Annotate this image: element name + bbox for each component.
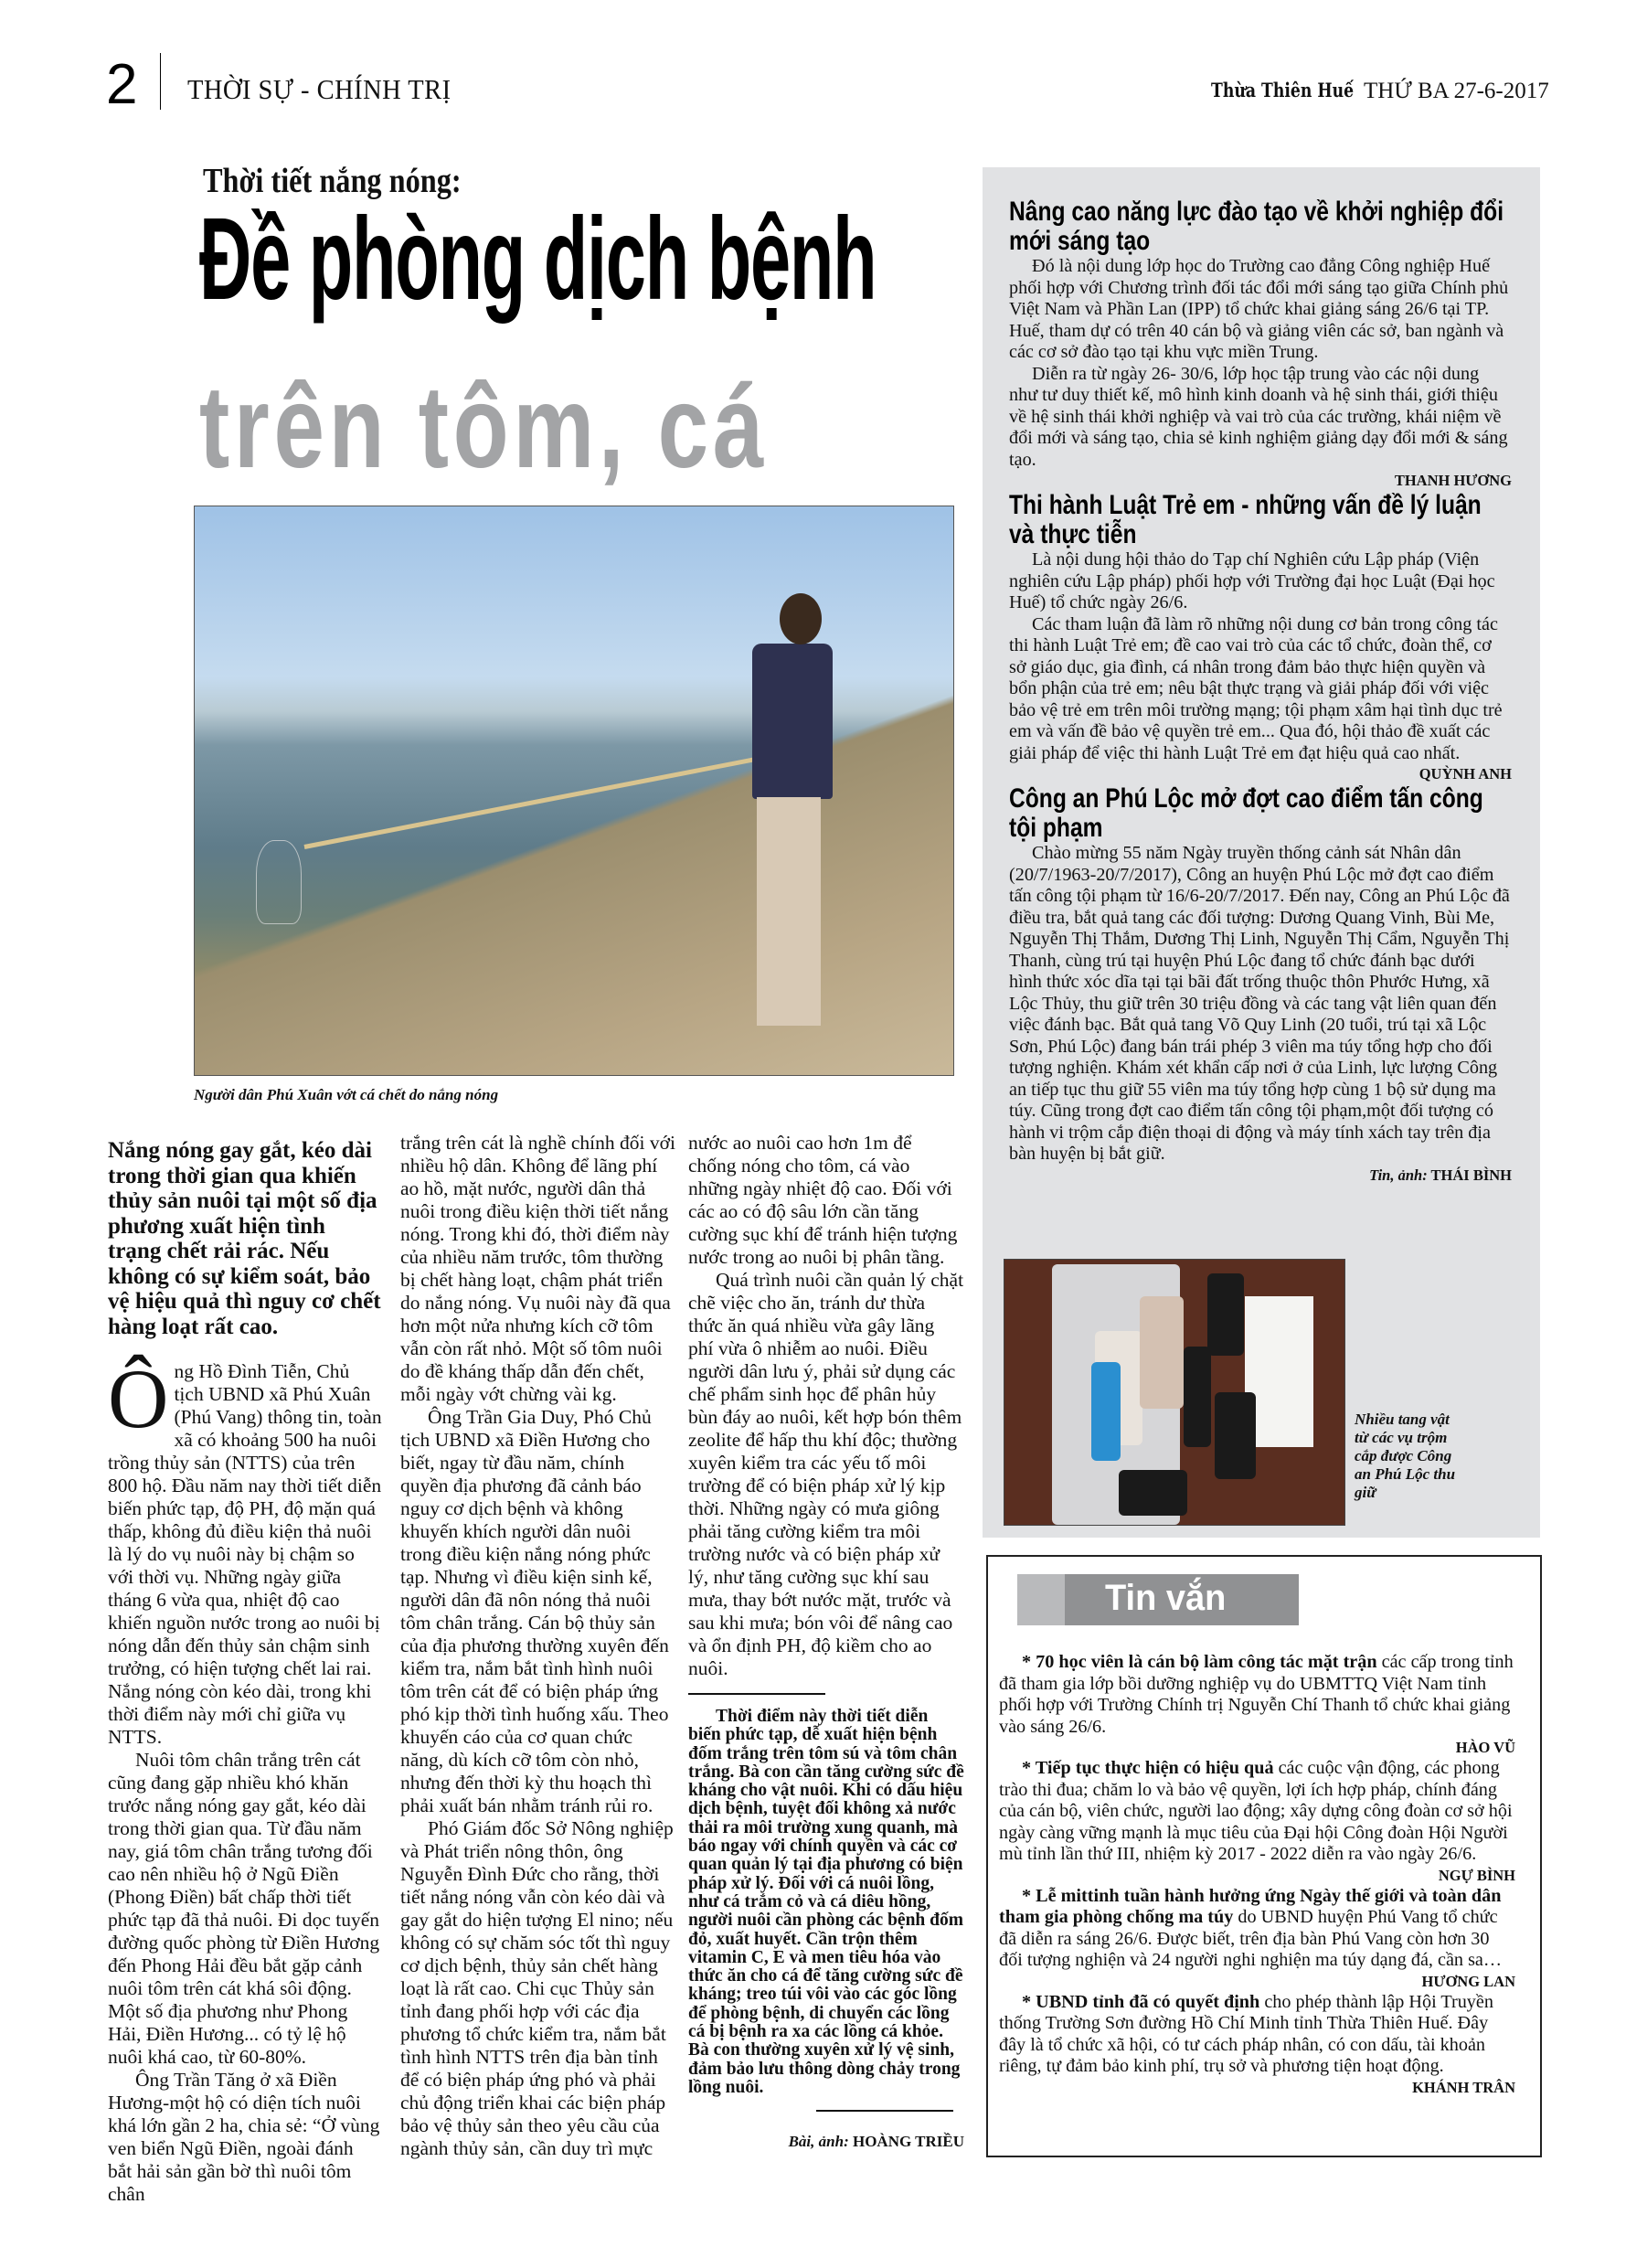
paragraph: Nuôi tôm chân trắng trên cát cũng đang gặp nhiều khó khăn trước nắng nóng gay gắt, kéo dài trong thời gian qua. Từ đầu năm nay, giá tôm chân trắng tương đối cao nên nhiều hộ ở Ngũ Điền (Phong Điền) bất chấp thời tiết phức tạp đã thả nuôi. Đi dọc tuyến đường quốc phòng từ Điền Hương đến Phong Hải đều bắt gặp cảnh nuôi tôm trên cát khá sôi động. Một số địa phương như Phong Hải, Điền Hương... có tỷ lệ hộ nuôi khá cao, từ 60-80%. [108,1749,380,2068]
sidebar-article-title: Công an Phú Lộc mở đợt cao điểm tấn công tội phạm [1009,783,1483,843]
seized-items-photo [1004,1259,1345,1526]
brief-item: * UBND tỉnh đã có quyết định cho phép thành lập Hội Truyền thống Trường Sơn đường Hồ Chí Minh tỉnh Thừa Thiên Huế. Đây đây là tổ chức xã hội, có tư cách pháp nhân, có con dấu, tài khoản riêng, tự đảm bảo kinh phí, trụ sở và phương tiện hoạt động. [999,1991,1493,2076]
photo-person-head [780,593,822,644]
article-column-2 [400,1132,676,2160]
article-column-3 [688,1132,964,2153]
sidebar-article-author: QUỲNH ANH [1419,765,1512,783]
photo-smartphone [1140,1296,1184,1409]
photo-feature-phone [1207,1273,1244,1356]
paragraph: Đó là nội dung lớp học do Trường cao đẳng Công nghiệp Huế phối hợp với Chương trình đối tác đổi mới sáng tạo giữa Chính phủ Việt Nam và Phần Lan (IPP) tổ chức khai giảng sáng 26/6 tại TP. Huế, tham dự có trên 40 cán bộ và giảng viên các sở, ban ngành và các cơ sở đào tạo tại khu vực miền Trung. [1009,256,1509,362]
page-number: 2 [106,53,138,116]
sidebar-article-title: Nâng cao năng lực đào tạo về khởi nghiệp đổi mới sáng tạo [1009,197,1504,256]
seized-items-caption: Nhiều tang vật từ các vụ trộm cắp được Công an Phú Lộc thu giữ [1355,1411,1456,1501]
paragraph: Ông Trần Tăng ở xã Điền Hương-một hộ có diện tích nuôi khá lớn gần 2 ha, chia sẻ: “Ở vùng ven biển Ngũ Điền, ngoài đánh bắt hải sản gần bờ thì nuôi tôm chân [108,2069,380,2205]
boxed-note: Thời điểm này thời tiết diễn biến phức tạp, dễ xuất hiện bệnh đốm trắng trên tôm sú và tôm chân trắng. Bà con cần tăng cường sức đề kháng cho vật nuôi. Khi có dấu hiệu dịch bệnh, tuyệt đối không xả nước thải ra môi trường xung quanh, mà báo ngay với chính quyền và các cơ quan quản lý tại địa phương có biện pháp xử lý. Đối với cá nuôi lồng, như cá trắm cỏ và cá diêu hồng, người nuôi cần phòng các bệnh đốm đỏ, xuất huyết. Cần trộn thêm vitamin C, E và men tiêu hóa vào thức ăn cho cá để tăng cường sức đề kháng; treo túi vôi vào các góc lồng để phòng bệnh, di chuyển các lồng cá bị bệnh ra xa các lồng cá khỏe. Bà con thường xuyên xử lý vệ sinh, đảm bảo lưu thông dòng chảy trong lồng nuôi. [688,1707,964,2097]
section-title: THỜI SỰ - CHÍNH TRỊ [187,73,452,105]
paragraph: Ông Hồ Đình Tiễn, Chủ tịch UBND xã Phú Xuân (Phú Vang) thông tin, toàn xã có khoảng 500 ha nuôi trồng thủy sản (NTTS) của trên 800 hộ. Đầu năm nay thời tiết diễn biến phức tạp, độ PH, độ mặn quá thấp, không đủ điều kiện thả nuôi là lý do vụ nuôi này bị chậm so với thời vụ. Những ngày giữa tháng 6 vừa qua, nhiệt độ cao khiến nguồn nước trong ao nuôi bị nóng dẫn đến thủy sản chậm sinh trưởng, có hiện tượng chết lai rai. Nắng nóng còn kéo dài, trong khi thời điểm này mới chỉ giữa vụ NTTS. [108,1352,382,1748]
note-bottom-rule [816,2110,953,2112]
main-photo-caption: Người dân Phú Xuân vớt cá chết do nắng nóng [194,1086,499,1103]
paragraph: Diễn ra từ ngày 26- 30/6, lớp học tập trung vào các nội dung như tư duy thiết kế, mô hình kinh doanh và hệ sinh thái, giới thiệu về hệ sinh thái khởi nghiệp và vai trò của các trường, khái niệm về đổi mới và sáng tạo, chia sẻ kinh nghiệm giảng dạy đổi mới & sáng tạo. [1009,363,1508,470]
news-sidebar [983,167,1540,1538]
note-top-rule [688,1693,825,1695]
brief-item: * Tiếp tục thực hiện có hiệu quả các cuộc vận động, các phong trào thi đua; chăm lo và bảo vệ quyền, lợi ích hợp pháp, chính đáng của cán bộ, viên chức, người lao động; xây dựng công đoàn cơ sở hội ngày càng vững mạnh là mục tiêu của Đại hội Công đoàn Hội Người mù tỉnh lần thứ III, nhiệm kỳ 2017 - 2022 diễn ra vào ngày 26/6. [999,1758,1513,1864]
paragraph: Là nội dung hội thảo do Tạp chí Nghiên cứu Lập pháp (Viện nghiên cứu Lập pháp) phối hợp với Trường đại học Luật (Đại học Huế) tổ chức ngày 26/6. [1009,549,1495,612]
photo-feature-phone [1119,1470,1187,1516]
brief-item: * 70 học viên là cán bộ làm công tác mặt trận các cấp trong tỉnh đã tham gia lớp bồi dưỡng nghiệp vụ do UBMTTQ Việt Nam tỉnh phối hợp với Trường Chính trị Nguyễn Chí Thanh tổ chức khai giảng vào sáng 26/6. [999,1652,1514,1737]
dropcap: Ô [108,1352,169,1445]
photo-person-shirt [752,644,833,799]
sidebar-article-1 [1009,197,1512,491]
paragraph: Chào mừng 55 năm Ngày truyền thống cảnh sát Nhân dân (20/7/1963-20/7/2017), Công an huyện Phú Lộc mở đợt cao điểm tấn công tội phạm từ 16/6-20/7/2017. Đến nay, Công an Phú Lộc đã điều tra, bắt quả tang các đối tượng: Dương Quang Vinh, Bùi Me, Nguyễn Thị Thắm, Dương Thị Linh, Nguyễn Thị Cẩm, Nguyễn Thị Thanh, cùng trú tại huyện Phú Lộc đang tổ chức đánh bạc dưới hình thức xóc dĩa tại tại bãi đất trống thuộc thôn Phước Hưng, xã Lộc Thủy, thu giữ trên 30 triệu đồng và các tang vật liên quan đến việc đánh bạc. Bắt quả tang Võ Quy Linh (20 tuổi, trú tại xã Lộc Sơn, Phú Lộc) đang bán trái phép 3 viên ma túy tổng hợp cho đối tượng nghiện. Khám xét khẩn cấp nơi ở của Linh, lực lượng Công an tiếp tục thu giữ 55 viên ma túy tổng hợp cùng 1 bộ sử dụng ma túy. Cũng trong đợt cao điểm tấn công tội phạm,một đối tượng có hành vi trộm cắp điện thoại di động và máy tính xách tay trên địa bàn huyện bị bắt giữ. [1009,843,1510,1164]
brief-item-author: HƯƠNG LAN [1421,1972,1515,1990]
photo-shore [195,506,953,1075]
paragraph: nước ao nuôi cao hơn 1m để chống nóng cho tôm, cá vào những ngày nhiệt độ cao. Đối với các ao có độ sâu lớn cần tăng cường sục khí để tránh hiện tượng nước trong ao nuôi bị phân tầng. [688,1132,958,1268]
brief-item-author: KHÁNH TRÂN [1412,2078,1515,2096]
article-kicker: Thời tiết nắng nóng: [203,162,462,200]
paragraph: Phó Giám đốc Sở Nông nghiệp và Phát triển nông thôn, ông Nguyễn Đình Đức cho rằng, thời tiết nắng nóng vẫn còn kéo dài và gay gắt do hiện tượng El nino; nếu không có sự chăm sóc tốt thì nguy cơ dịch bệnh, thủy sản chết hàng loạt là rất cao. Chi cục Thủy sản tỉnh đang phối hợp với các địa phương tổ chức kiểm tra, nắm bắt tình hình NTTS trên địa bàn tỉnh để có biện pháp ứng phó và phải chủ động triển khai các biện pháp bảo vệ thủy sản theo yêu cầu của ngành thủy sản, cần duy trì mực [400,1817,674,2159]
article-column-1 [108,1352,382,2206]
header-divider [160,53,161,110]
main-photo [194,506,954,1076]
issue-date: THỨ BA 27-6-2017 [1364,79,1549,103]
paragraph: Ông Trần Gia Duy, Phó Chủ tịch UBND xã Điền Hương cho biết, ngay từ đầu năm, chính quyền địa phương đã cảnh báo nguy cơ dịch bệnh và không khuyến khích người dân nuôi trong điều kiện nắng nóng phức tạp. Nhưng vì điều kiện sinh kế, người dân đã nôn nóng thả nuôi tôm chân trắng. Cán bộ thủy sản của địa phương thường xuyên đến kiểm tra, nắm bắt tình hình nuôi tôm trên cát để có biện pháp ứng phó kịp thời tình huống xấu. Theo khuyến cáo của cơ quan chức năng, dù kích cỡ tôm còn nhỏ, nhưng đến thời kỳ thu hoạch thì phải xuất bán nhằm tránh rủi ro. [400,1406,669,1816]
paragraph: Các tham luận đã làm rõ những nội dung cơ bản trong công tác thi hành Luật Trẻ em; đề cao vai trò của các tổ chức, đoàn thể, cơ sở giáo dục, gia đình, cá nhân trong đảm bảo thực hiện quyền và bổn phận của trẻ em; nêu bật thực trạng và giải pháp đối với việc bảo vệ trẻ em trên môi trường mạng; tội phạm xâm hại tình dục trẻ em và vấn đề bảo vệ quyền trẻ em... Qua đó, hội thảo đề xuất các giải pháp để việc thi hành Luật Trẻ em đạt hiệu quả cao nhất. [1009,613,1503,763]
sidebar-article-title: Thi hành Luật Trẻ em - những vấn đề lý luận và thực tiễn [1009,490,1482,549]
brief-news-title-bar [1017,1574,1299,1625]
photo-feature-phone [1184,1347,1211,1447]
headline-line-1: Đề phòng dịch bệnh [199,194,877,325]
brief-item: * Lễ mittinh tuần hành hưởng ứng Ngày thế giới và toàn dân tham gia phòng chống ma túy do UBND huyện Phú Vang tổ chức đã diễn ra sáng 26/6. Được biết, trên địa bàn Phú Vang còn hơn 30 đối tượng nghiện và 24 người nghi nghiện ma túy dạng đá, cần sa… [999,1885,1503,1970]
brief-news-box [986,1555,1542,2157]
sidebar-article-2 [1009,491,1512,784]
brief-news-title: Tin vắn [1105,1578,1227,1618]
paragraph: trắng trên cát là nghề chính đối với nhiều hộ dân. Không để lãng phí ao hồ, mặt nước, người dân thả nuôi trong điều kiện thời tiết nắng nóng. Trong khi đó, thời điểm này của nhiều năm trước, tôm thường bị chết hàng loạt, chậm phát triển do nắng nóng. Vụ nuôi này đã qua hơn một nửa nhưng kích cỡ tôm vẫn còn rất nhỏ. Một số tôm nuôi do đề kháng thấp dẫn đến chết, mỗi ngày vớt chừng vài kg. [400,1132,675,1405]
headline-line-2: trên tôm, cá [199,362,769,493]
article-lead: Nắng nóng gay gắt, kéo dài trong thời gian qua khiến thủy sản nuôi tại một số địa phương xuất hiện tình trạng chết rải rác. Nếu không có sự kiểm soát, bảo vệ hiệu quả thì nguy cơ chết hàng loạt rất cao. [108,1138,381,1339]
photo-net [256,840,302,924]
article-byline: Bài, ảnh: HOÀNG TRIỀU [788,2133,964,2151]
brief-item-author: HÀO VŨ [1455,1739,1515,1756]
title-bar-accent [1017,1574,1065,1625]
paragraph: Quá trình nuôi cần quản lý chặt chẽ việc cho ăn, tránh dư thừa thức ăn quá nhiều vừa gây lãng phí vừa ô nhiễm ao nuôi. Điều người dân lưu ý, phải sử dụng các chế phẩm sinh học để phân hủy bùn đáy ao nuôi, kết hợp bón thêm zeolite để hấp thu khí độc; thường xuyên kiểm tra các yếu tố môi trường để có biện pháp xử lý kịp thời. Những ngày có mưa giông phải tăng cường kiểm tra môi trường nước và có biện pháp xử lý, như tăng cường sục khí sau mưa, thay bớt nước mặt, trước và sau khi mưa; bón vôi để nâng cao và ổn định PH, độ kiềm cho ao nuôi. [688,1269,964,1679]
brief-item-author: NGỰ BÌNH [1438,1866,1515,1884]
sidebar-article-3 [1009,784,1512,1186]
photo-person-pants [757,797,821,1026]
newspaper-name: Thừa Thiên Huế [1211,79,1355,101]
photo-feature-phone [1091,1362,1121,1461]
photo-feature-phone [1215,1392,1256,1479]
sidebar-article-author: Tin, ảnh: THÁI BÌNH [1369,1166,1512,1184]
sidebar-article-author: THANH HƯƠNG [1394,472,1512,489]
